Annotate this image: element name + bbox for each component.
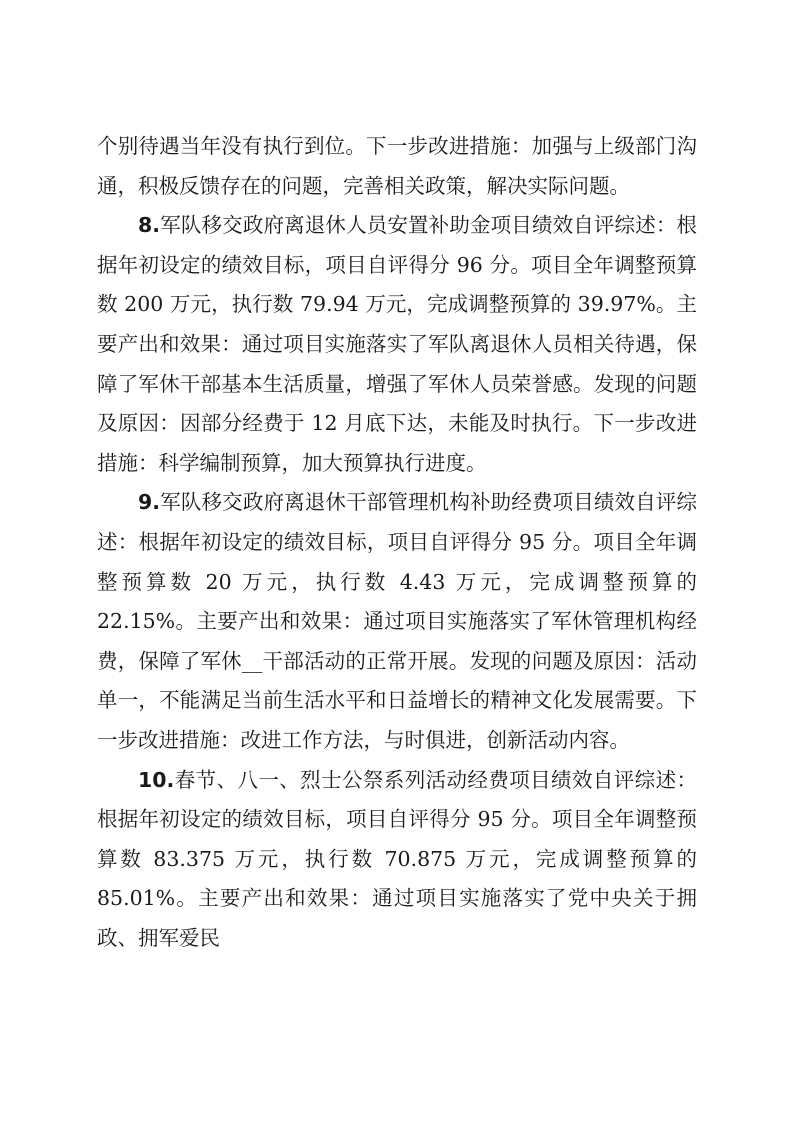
paragraph-text: 个别待遇当年没有执行到位。下一步改进措施：加强与上级部门沟通，积极反馈存在的问题，完善相关政策，解决实际问题。 [97, 134, 697, 198]
paragraph-text: 军队移交政府离退休人员安置补助金项目绩效自评综述：根据年初设定的绩效目标，项目自评得分 96 分。项目全年调整预算数 200 万元，执行数 79.94 万元，完成调整预算的 39.97%。主要产出和效果：通过项目实施落实了军队离退休人员相关待遇，保障了军休干部基本生活质量，增强了军休人员荣誉感。发现的问题及原因：因部分经费于 12 月底下达，未能及时执行。下一步改进措施：科学编制预算，加大预算执行进度。 [97, 213, 697, 475]
paragraph-text: 军队移交政府离退休干部管理机构补助经费项目绩效自评综述：根据年初设定的绩效目标，项目自评得分 95 分。项目全年调整预算数 20 万元，执行数 4.43 万元，完成调整预算的 22.15%。主要产出和效果：通过项目实施落实了军休管理机构经费，保障了军休__干部活动的正常开展。发现的问题及原因：活动单一，不能满足当前生活水平和日益增长的精神文化发展需要。下一步改进措施：改进工作方法，与时俱进，创新活动内容。 [97, 490, 697, 752]
document-body [97, 127, 697, 958]
paragraph-continuation [97, 127, 697, 206]
paragraph-item-10 [97, 761, 697, 959]
paragraph-text: 春节、八一、烈士公祭系列活动经费项目绩效自评综述：根据年初设定的绩效目标，项目自评得分 95 分。项目全年调整预算数 83.375 万元，执行数 70.875 万元，完成调整预算的 85.01%。主要产出和效果：通过项目实施落实了党中央关于拥政、拥军爱民 [97, 767, 697, 950]
paragraph-item-9 [97, 483, 697, 760]
paragraph-item-8 [97, 206, 697, 483]
paragraph-number: 9. [138, 490, 161, 515]
paragraph-number: 10. [138, 767, 175, 792]
paragraph-number: 8. [138, 213, 161, 238]
